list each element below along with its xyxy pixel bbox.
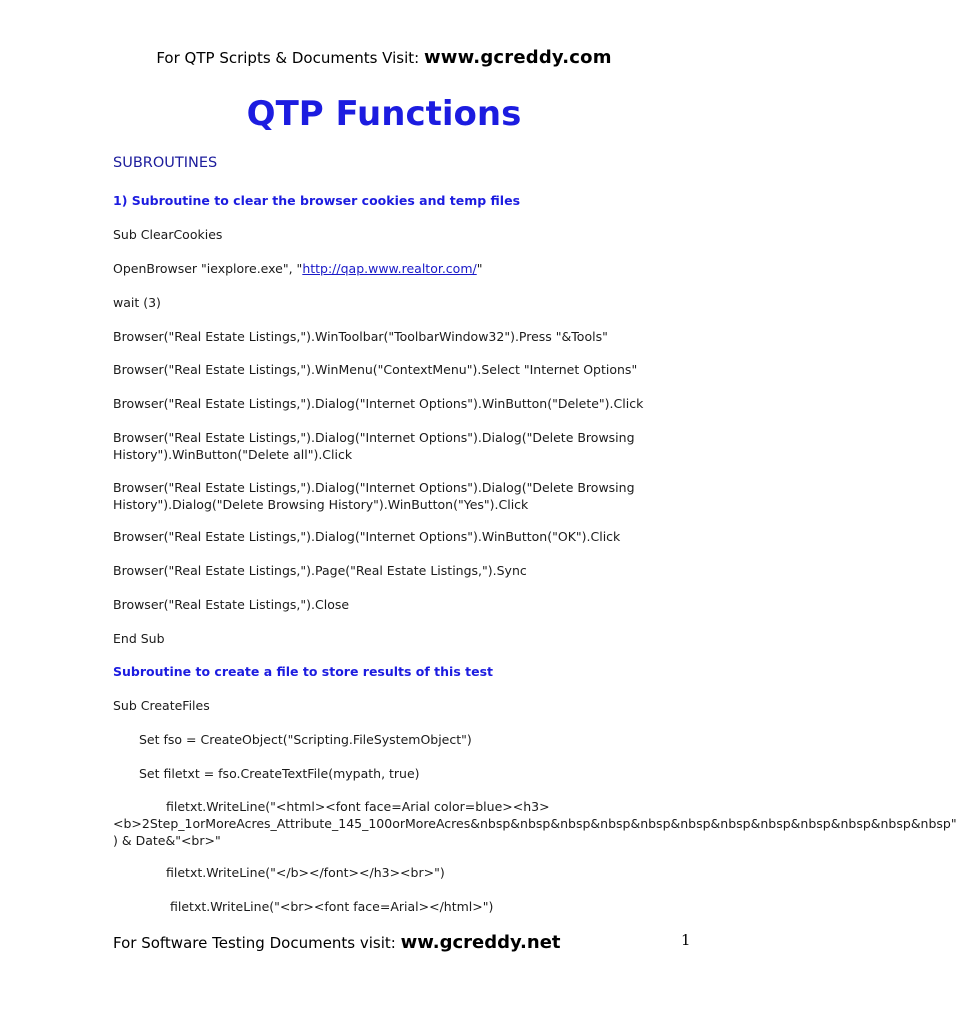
page-title: QTP Functions — [246, 94, 522, 134]
section-heading: SUBROUTINES — [113, 155, 218, 171]
code-line: Browser("Real Estate Listings,").WinToolbar("ToolbarWindow32").Press "&Tools" — [113, 329, 608, 344]
subroutine-heading: 1) Subroutine to clear the browser cookies and temp files — [113, 193, 521, 208]
code-line: Set filetxt = fso.CreateTextFile(mypath, true) — [139, 766, 420, 781]
code-line-open-browser — [113, 260, 693, 277]
footer-site-link[interactable]: ww.gcreddy.net — [400, 932, 561, 953]
header-site-link[interactable]: www.gcreddy.com — [423, 47, 612, 68]
code-line: Browser("Real Estate Listings,").WinMenu("ContextMenu").Select "Internet Options" — [113, 362, 638, 377]
code-text: " — [476, 261, 483, 276]
code-line: Set fso = CreateObject("Scripting.FileSystemObject") — [139, 732, 472, 747]
code-line: Browser("Real Estate Listings,").Dialog("Internet Options").WinButton("Delete").Click — [113, 396, 644, 411]
code-line: Sub CreateFiles — [113, 698, 210, 713]
header-text: For QTP Scripts & Documents Visit: — [156, 49, 424, 67]
code-line: Browser("Real Estate Listings,").Dialog("Internet Options").Dialog("Delete Browsing History").Dialog("Delete Browsing History").WinButton("Yes").Click — [113, 480, 639, 512]
code-line: End Sub — [113, 631, 165, 646]
subroutine-heading: Subroutine to create a file to store results of this test — [113, 664, 494, 679]
code-line: Browser("Real Estate Listings,").Dialog("Internet Options").WinButton("OK").Click — [113, 529, 621, 544]
code-text: OpenBrowser "iexplore.exe", " — [113, 261, 303, 276]
code-line: Browser("Real Estate Listings,").Dialog("Internet Options").Dialog("Delete Browsing History").WinButton("Delete all").Click — [113, 430, 639, 462]
code-line: Browser("Real Estate Listings,").Page("Real Estate Listings,").Sync — [113, 563, 527, 578]
code-line: filetxt.WriteLine("<br><font face=Arial></html>") — [170, 899, 494, 914]
code-line: Sub ClearCookies — [113, 227, 223, 242]
code-line: filetxt.WriteLine("<html><font face=Arial color=blue><h3><b>2Step_1orMoreAcres_Attribute_145_100orMoreAcres&nbsp&nbsp&nbsp&nbsp&nbsp&nbsp&nbsp&nbsp&nbsp&nbsp&nbsp&nbsp" ) & Date&"<br>" — [113, 799, 957, 848]
page-footer — [113, 932, 561, 953]
code-line: Browser("Real Estate Listings,").Close — [113, 597, 350, 612]
page-number: 1 — [681, 931, 691, 949]
url-link[interactable]: http://qap.www.realtor.com/ — [302, 261, 477, 276]
code-line: wait (3) — [113, 295, 161, 310]
code-line: filetxt.WriteLine("</b></font></h3><br>") — [166, 865, 445, 880]
footer-text: For Software Testing Documents visit: — [113, 934, 401, 952]
page-header — [0, 47, 768, 68]
